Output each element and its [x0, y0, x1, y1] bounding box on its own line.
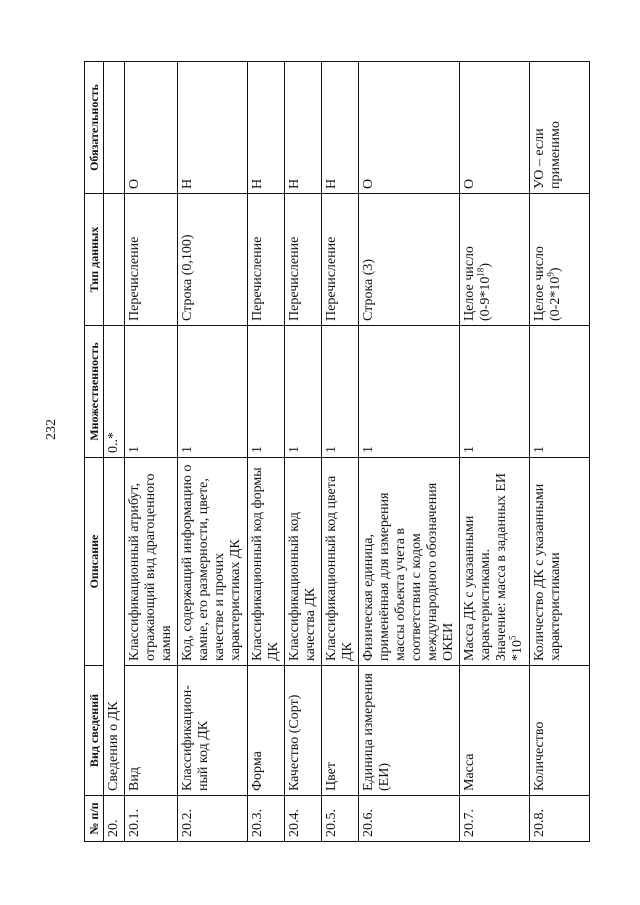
- cell-desc: Классификационный атрибут, отражающий вид драгоценного камня: [125, 458, 178, 666]
- data-table: [84, 61, 590, 842]
- cell-dtype: Перечисление: [285, 194, 322, 326]
- section-title: Сведения о ДК: [104, 458, 125, 796]
- cell-req: УО – если применимо: [530, 62, 590, 194]
- cell-req: Н: [322, 62, 359, 194]
- cell-desc: Физическая единица, применённая для измерения массы объекта учета в соответствии с кодом международного обозначения ОКЕИ: [359, 458, 460, 666]
- cell-desc: Количество ДК с указанными характеристиками: [530, 458, 590, 666]
- cell-req: О: [359, 62, 460, 194]
- section-row: [104, 62, 125, 842]
- desc-exponent: 5: [507, 635, 518, 640]
- dtype-range: (0-9*10: [478, 276, 493, 321]
- dtype-range: (0-2*10: [548, 276, 563, 321]
- cell-mult: 1: [530, 326, 590, 458]
- cell-type: Цвет: [322, 666, 359, 796]
- table-row: [178, 62, 248, 842]
- cell-desc: Код, содержащий информацию о камне, его размерности, цвете, качестве и прочих характеристиках ДК: [178, 458, 248, 666]
- dtype-text: Целое число: [462, 246, 477, 321]
- table-header-row: [85, 62, 104, 842]
- header-desc: Описание: [85, 458, 104, 666]
- table-row: [530, 62, 590, 842]
- table-row: [285, 62, 322, 842]
- section-dtype: [104, 194, 125, 326]
- section-req: [104, 62, 125, 194]
- cell-dtype: Строка (3): [359, 194, 460, 326]
- cell-req: О: [125, 62, 178, 194]
- table-row: [359, 62, 460, 842]
- cell-desc: Классификационный код качества ДК: [285, 458, 322, 666]
- cell-mult: 1: [248, 326, 285, 458]
- dtype-range-end: ): [548, 267, 563, 273]
- section-mult: 0..*: [104, 326, 125, 458]
- desc-text: Масса ДК с указанными характеристиками.: [462, 515, 493, 661]
- cell-num: 20.6.: [359, 796, 460, 842]
- cell-dtype: [460, 194, 530, 326]
- table-row: [248, 62, 285, 842]
- header-req: Обязательность: [85, 62, 104, 194]
- cell-req: Н: [248, 62, 285, 194]
- cell-mult: 1: [178, 326, 248, 458]
- cell-type: Масса: [460, 666, 530, 796]
- cell-mult: 1: [359, 326, 460, 458]
- section-num: 20.: [104, 796, 125, 842]
- cell-num: 20.2.: [178, 796, 248, 842]
- cell-req: Н: [285, 62, 322, 194]
- table-row: [460, 62, 530, 842]
- cell-dtype: Перечисление: [125, 194, 178, 326]
- cell-num: 20.3.: [248, 796, 285, 842]
- rotated-table-container: [84, 62, 624, 842]
- cell-mult: 1: [285, 326, 322, 458]
- header-mult: Множественность: [85, 326, 104, 458]
- cell-dtype: Перечисление: [322, 194, 359, 326]
- cell-num: 20.4.: [285, 796, 322, 842]
- header-type: Вид сведений: [85, 666, 104, 796]
- cell-desc: Классификационный код цвета ДК: [322, 458, 359, 666]
- desc-value-text: Значение: масса в заданных ЕИ *10: [494, 472, 525, 661]
- dtype-exponent: 18: [475, 267, 486, 277]
- dtype-text: Целое число: [532, 246, 547, 321]
- cell-type: Качество (Сорт): [285, 666, 322, 796]
- dtype-exponent: 9: [545, 272, 556, 277]
- cell-type: Вид: [125, 666, 178, 796]
- cell-type: Единица измерения (ЕИ): [359, 666, 460, 796]
- cell-type: Количество: [530, 666, 590, 796]
- cell-type: Форма: [248, 666, 285, 796]
- cell-req: О: [460, 62, 530, 194]
- table-row: [125, 62, 178, 842]
- cell-req: Н: [178, 62, 248, 194]
- cell-dtype: Перечисление: [248, 194, 285, 326]
- dtype-range-end: ): [478, 263, 493, 268]
- cell-num: 20.7.: [460, 796, 530, 842]
- cell-num: 20.5.: [322, 796, 359, 842]
- cell-type: Классификацион-ный код ДК: [178, 666, 248, 796]
- cell-desc: Классификационный код формы ДК: [248, 458, 285, 666]
- cell-mult: 1: [460, 326, 530, 458]
- page-number: 232: [44, 419, 59, 440]
- cell-mult: 1: [322, 326, 359, 458]
- cell-mult: 1: [125, 326, 178, 458]
- cell-dtype: Строка (0,100): [178, 194, 248, 326]
- header-num: № п/п: [85, 796, 104, 842]
- header-dtype: Тип данных: [85, 194, 104, 326]
- cell-num: 20.1.: [125, 796, 178, 842]
- cell-num: 20.8.: [530, 796, 590, 842]
- table-row: [322, 62, 359, 842]
- cell-dtype: [530, 194, 590, 326]
- cell-desc: [460, 458, 530, 666]
